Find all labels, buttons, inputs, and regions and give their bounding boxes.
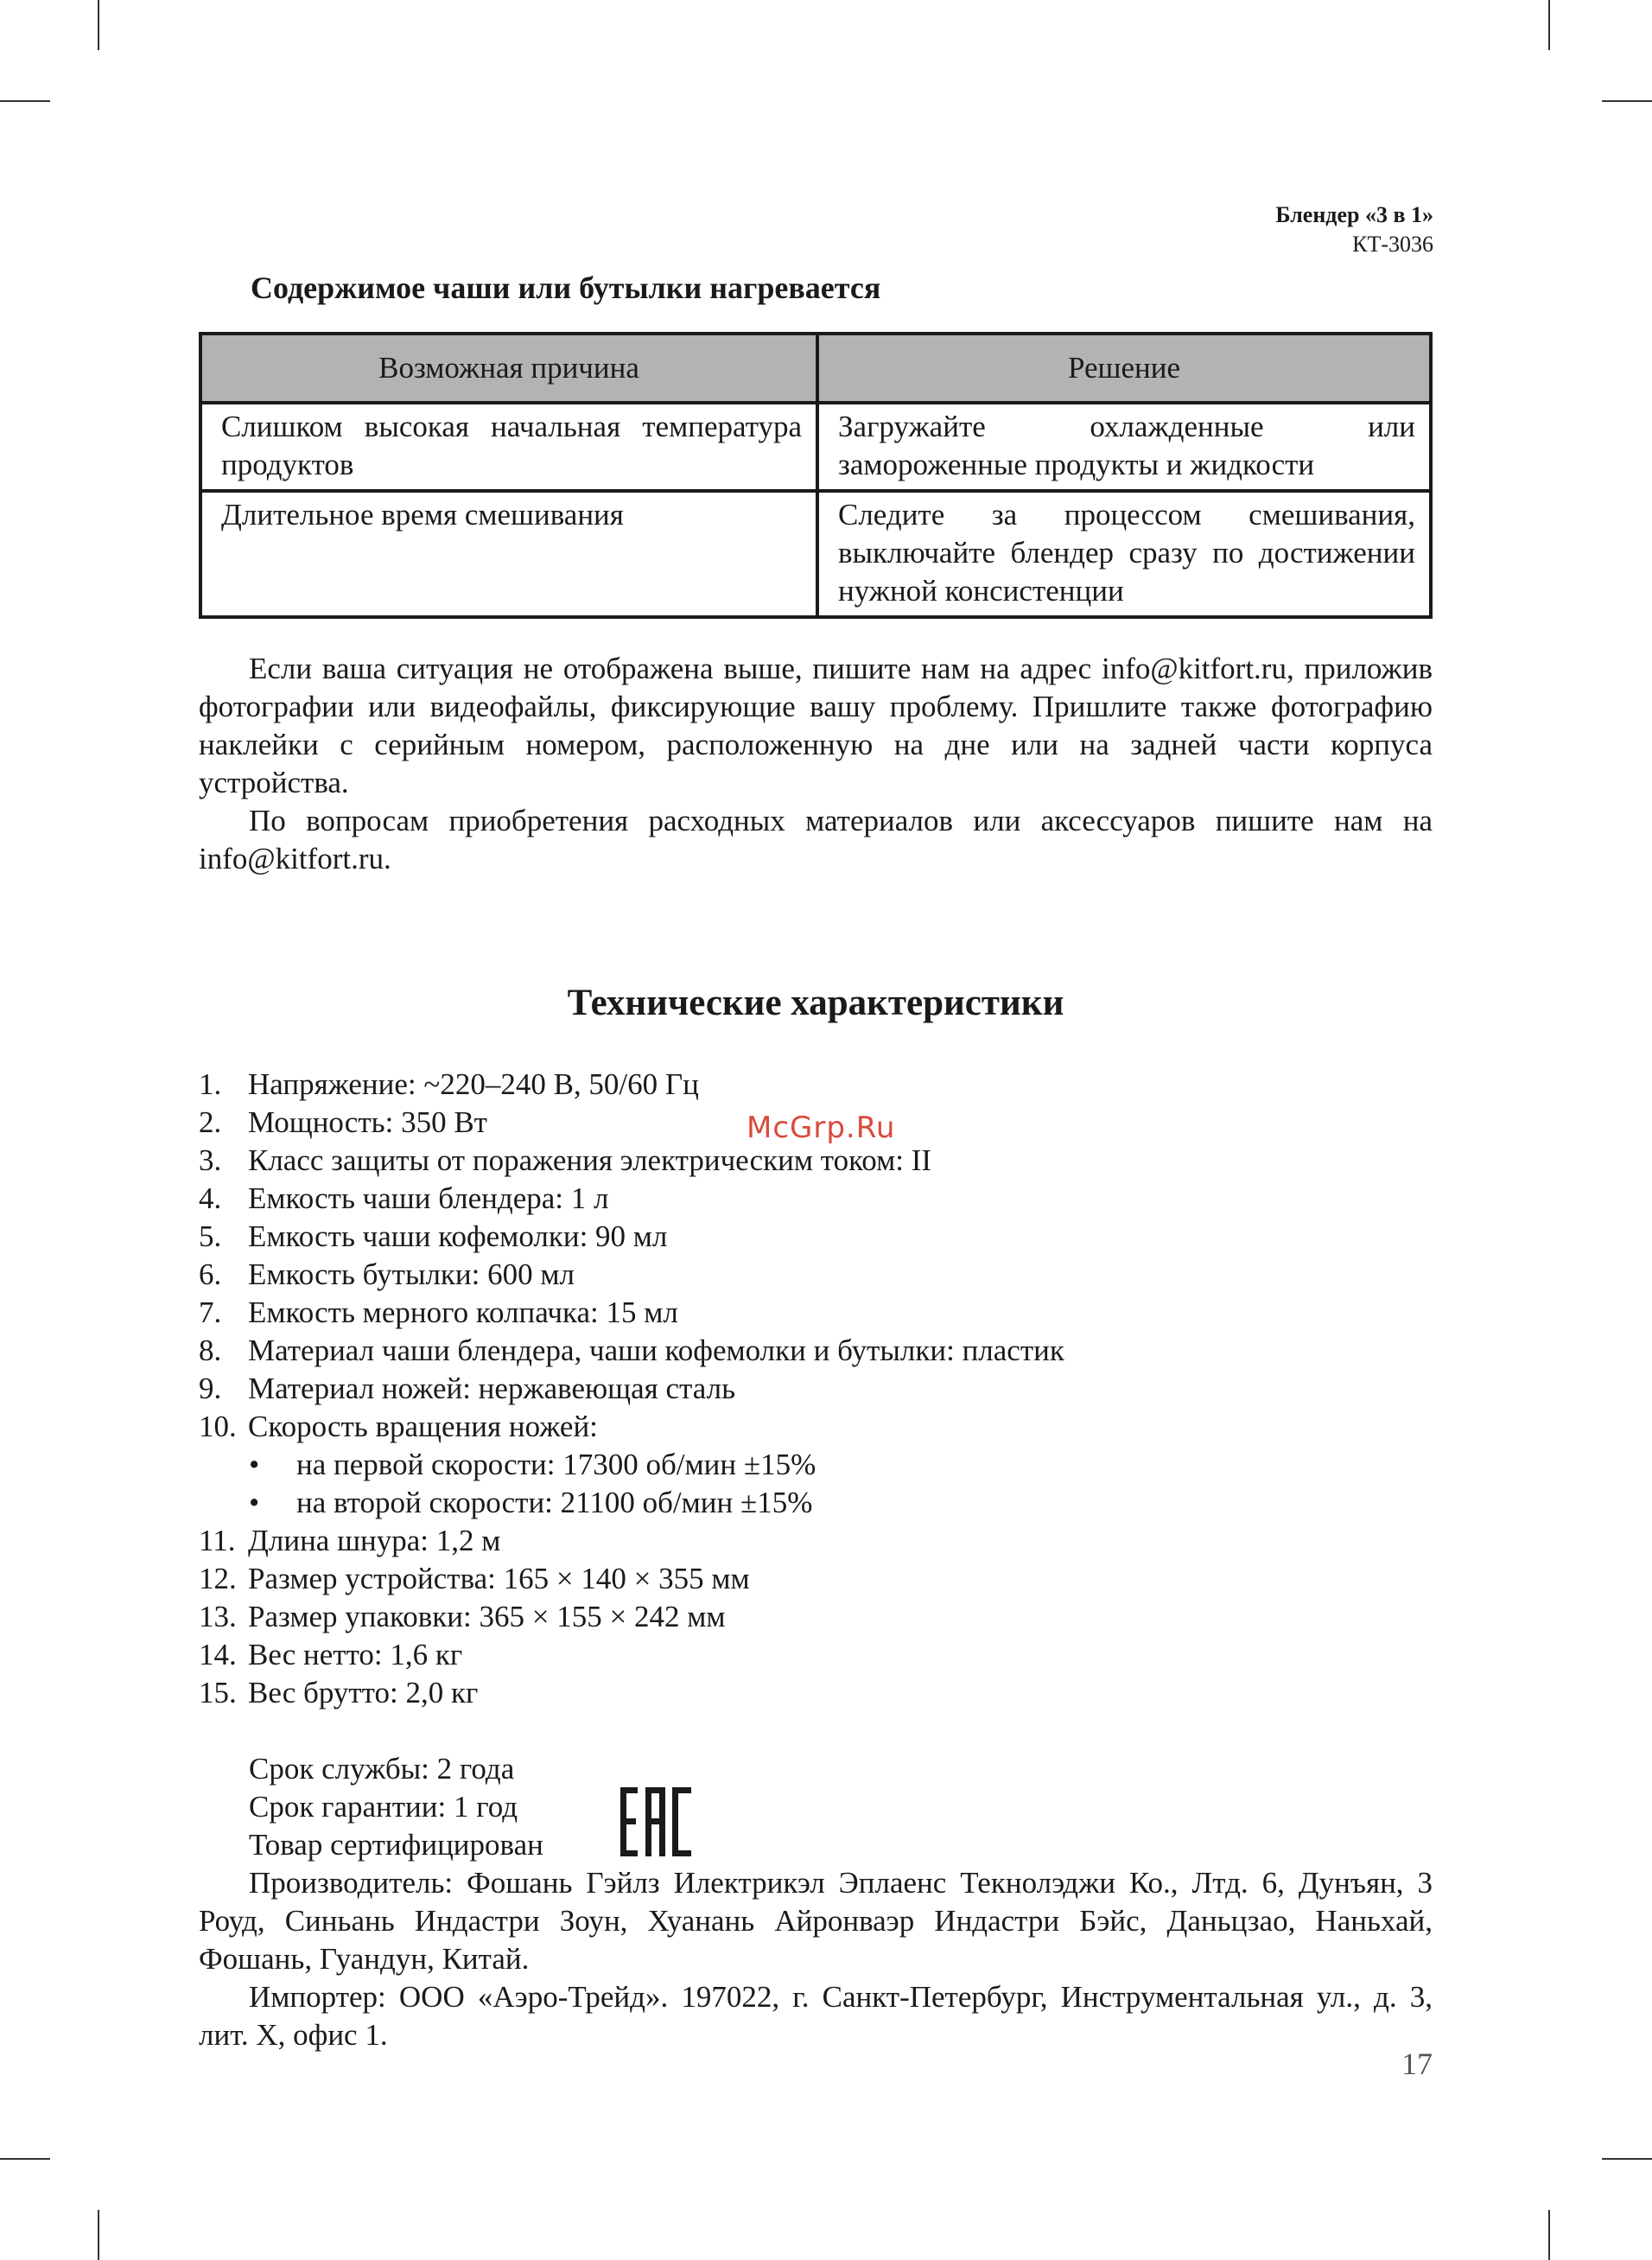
importer-paragraph: Импортер: ООО «Аэро-Трейд». 197022, г. Санкт-Петербург, Инструментальная ул., д. 3, лит. Х, офис 1. xyxy=(199,1980,1433,2052)
item-number: 4. xyxy=(199,1181,222,1215)
trouble-title: Содержимое чаши или бутылки нагревается xyxy=(251,271,881,305)
service-info xyxy=(249,1750,543,1864)
list-item xyxy=(199,1332,1433,1370)
crop-mark xyxy=(1548,2210,1550,2260)
column-header-solution: Решение xyxy=(817,334,1431,403)
list-item xyxy=(199,1256,1433,1294)
subitem-text: на первой скорости: 17300 об/мин ±15% xyxy=(296,1448,816,1481)
crop-mark xyxy=(1602,2158,1652,2160)
item-number: 12. xyxy=(199,1562,237,1595)
item-text: Емкость чаши блендера: 1 л xyxy=(248,1181,609,1215)
list-item xyxy=(199,1636,1433,1674)
item-text: Размер упаковки: 365 × 155 × 242 мм xyxy=(248,1600,726,1633)
item-number: 2. xyxy=(199,1105,222,1139)
bullet-icon: • xyxy=(249,1486,260,1519)
item-text: Скорость вращения ножей: xyxy=(248,1410,598,1443)
item-number: 15. xyxy=(199,1676,237,1709)
list-item xyxy=(199,1066,1433,1104)
item-number: 5. xyxy=(199,1219,222,1253)
solution-cell: Следите за процессом смешивания, выключайте блендер сразу по достижении нужной консистенции xyxy=(817,491,1431,617)
item-text: Мощность: 350 Вт xyxy=(248,1105,487,1139)
table-row xyxy=(200,491,1431,617)
item-number: 6. xyxy=(199,1257,222,1291)
warranty-period: Срок гарантии: 1 год xyxy=(249,1790,518,1824)
item-text: Емкость чаши кофемолки: 90 мл xyxy=(248,1219,668,1253)
crop-mark xyxy=(0,2158,50,2160)
spec-list xyxy=(199,1066,1433,1712)
list-item xyxy=(199,1218,1433,1256)
item-text: Напряжение: ~220–240 В, 50/60 Гц xyxy=(248,1067,699,1101)
item-text: Размер устройства: 165 × 140 × 355 мм xyxy=(248,1562,750,1595)
item-text: Материал чаши блендера, чаши кофемолки и бутылки: пластик xyxy=(248,1334,1064,1367)
item-number: 14. xyxy=(199,1638,237,1671)
item-number: 7. xyxy=(199,1296,222,1329)
item-text: Емкость бутылки: 600 мл xyxy=(248,1257,575,1291)
crop-mark xyxy=(98,0,99,50)
list-item xyxy=(199,1674,1433,1712)
list-item xyxy=(199,1560,1433,1598)
item-text: Длина шнура: 1,2 м xyxy=(248,1524,501,1557)
watermark: McGrp.Ru xyxy=(747,1111,896,1145)
item-number: 13. xyxy=(199,1600,237,1633)
trouble-table xyxy=(199,332,1433,619)
product-name: Блендер «3 в 1» xyxy=(1275,202,1433,227)
cause-cell: Длительное время смешивания xyxy=(200,491,817,617)
item-text: Вес нетто: 1,6 кг xyxy=(248,1638,463,1671)
subitem-text: на второй скорости: 21100 об/мин ±15% xyxy=(296,1486,813,1519)
list-subitem xyxy=(199,1446,1433,1484)
item-text: Вес брутто: 2,0 кг xyxy=(248,1676,479,1709)
product-code: КТ-3036 xyxy=(1352,232,1433,257)
table-header-row xyxy=(200,334,1431,403)
cause-cell: Слишком высокая начальная температура продуктов xyxy=(200,403,817,491)
item-text: Материал ножей: нержавеющая сталь xyxy=(248,1372,736,1405)
crop-mark xyxy=(1602,100,1652,102)
tech-specs-title: Технические характеристики xyxy=(567,983,1064,1023)
item-number: 9. xyxy=(199,1372,222,1405)
crop-mark xyxy=(1548,0,1550,50)
solution-cell: Загружайте охлажденные или замороженные продукты и жидкости xyxy=(817,403,1431,491)
item-text: Емкость мерного колпачка: 15 мл xyxy=(248,1296,678,1329)
manufacturer-paragraph: Производитель: Фошань Гэйлз Илектрикэл Эплаенс Текнолэджи Ко., Лтд. 6, Дунъян, 3 Роуд, Синьань Индастри Зоун, Хуанань Айронваэр Индастри Бэйс, Даньцзао, Наньхай, Фошань, Гуандун, Китай. xyxy=(199,1866,1433,1976)
list-item xyxy=(199,1522,1433,1560)
service-life: Срок службы: 2 года xyxy=(249,1752,515,1786)
column-header-cause: Возможная причина xyxy=(200,334,817,403)
bullet-icon: • xyxy=(249,1448,260,1481)
crop-mark xyxy=(98,2210,99,2260)
list-subitem xyxy=(199,1484,1433,1522)
item-number: 8. xyxy=(199,1334,222,1367)
item-text: Класс защиты от поражения электрическим током: II xyxy=(248,1143,932,1177)
list-item xyxy=(199,1408,1433,1446)
item-number: 3. xyxy=(199,1143,222,1177)
item-number: 1. xyxy=(199,1067,222,1101)
table-row xyxy=(200,403,1431,491)
list-item xyxy=(199,1180,1433,1218)
page-number: 17 xyxy=(1401,2047,1433,2081)
accessories-paragraph: По вопросам приобретения расходных материалов или аксессуаров пишите нам на info@kitfort.ru. xyxy=(199,804,1433,875)
contact-paragraph: Если ваша ситуация не отображена выше, пишите нам на адрес info@kitfort.ru, приложив фотографии или видеофайлы, фиксирующие вашу проблему. Пришлите также фотографию наклейки с серийным номером, расположенную на дне или на задней части корпуса устройства. xyxy=(199,652,1433,799)
list-item xyxy=(199,1370,1433,1408)
running-header xyxy=(1275,201,1433,259)
item-number: 11. xyxy=(199,1524,236,1557)
crop-mark xyxy=(0,100,50,102)
list-item xyxy=(199,1142,1433,1180)
list-item xyxy=(199,1294,1433,1332)
certification-note: Товар сертифицирован xyxy=(249,1828,543,1862)
list-item xyxy=(199,1598,1433,1636)
eac-logo-icon xyxy=(619,1786,693,1858)
item-number: 10. xyxy=(199,1410,237,1443)
